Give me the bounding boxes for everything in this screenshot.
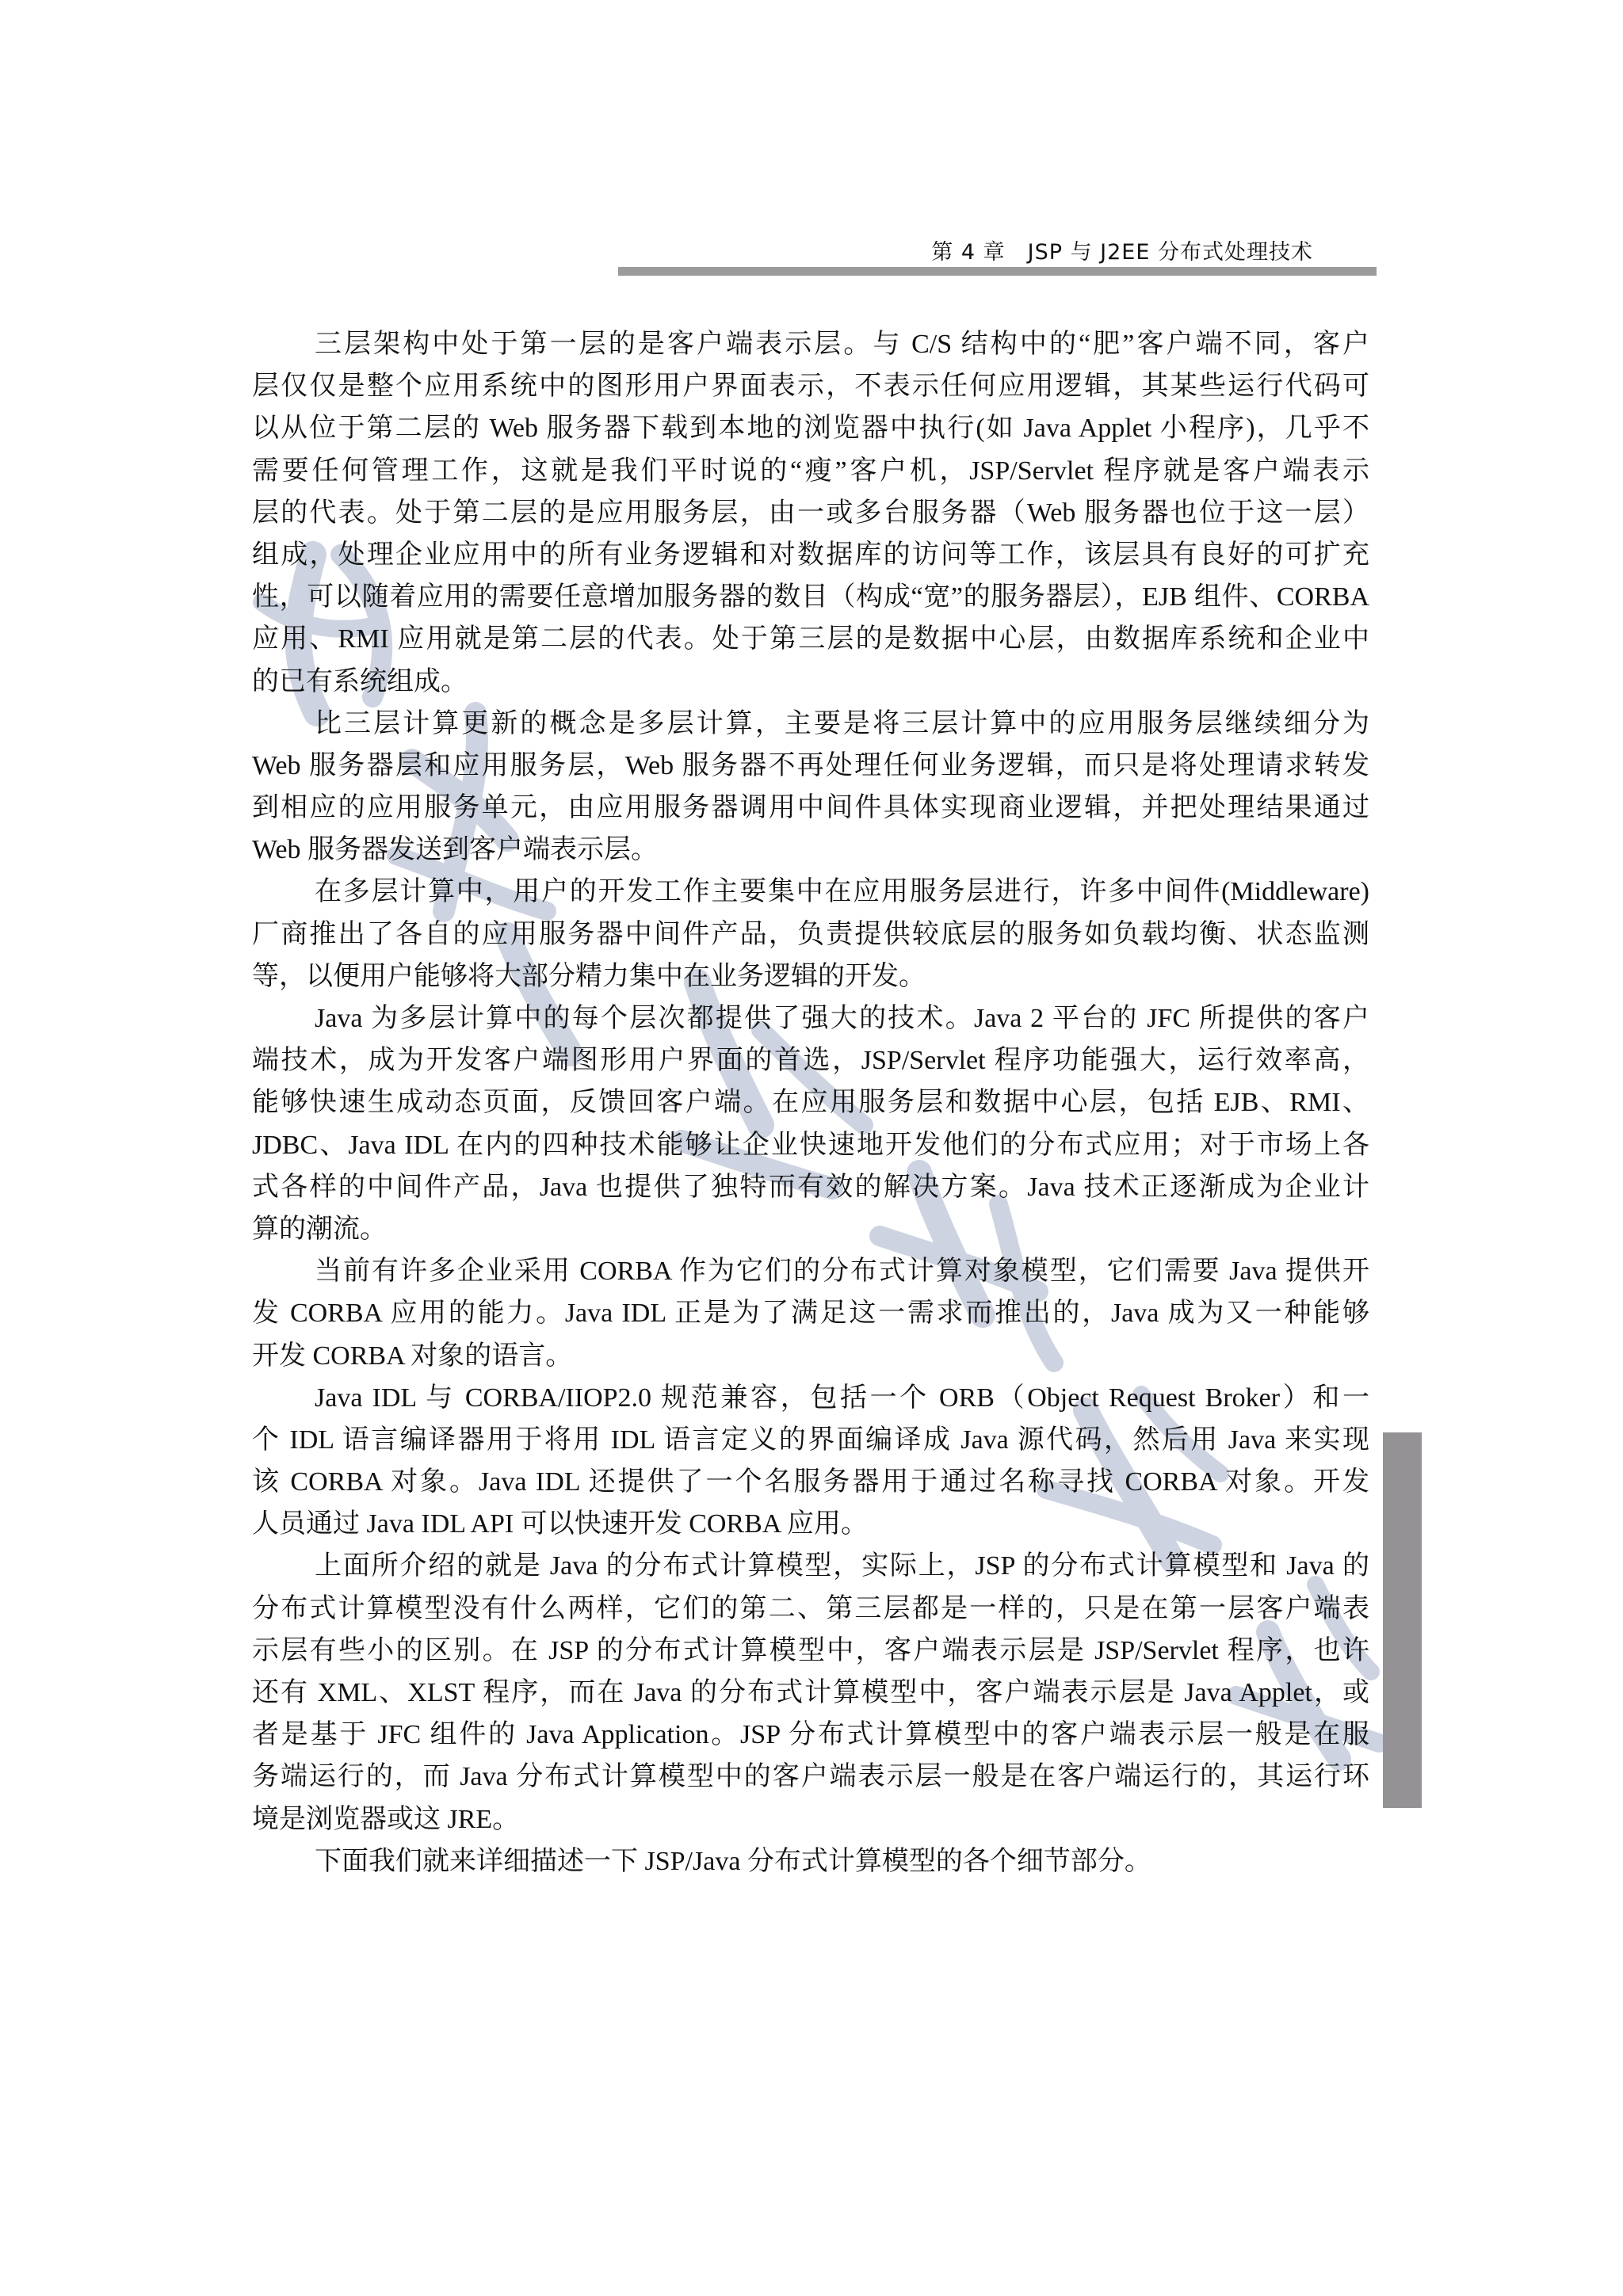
text-line: 个 IDL 语言编译器用于将用 IDL 语言定义的界面编译成 Java 源代码，然后用 Java 来实现 [252,1425,1369,1455]
text-line: 开发 CORBA 对象的语言。 [252,1341,573,1371]
chapter-title: 第 4 章 JSP 与 J2EE 分布式处理技术 [931,240,1313,265]
text-line: 的已有系统组成。 [252,666,468,696]
text-line: 下面我们就来详细描述一下 JSP/Java 分布式计算模型的各个细节部分。 [315,1846,1151,1876]
paragraph [252,1377,1369,1546]
text-line: 式各样的中间件产品，Java 也提供了独特而有效的解决方案。Java 技术正逐渐成为企业计 [252,1172,1369,1202]
paragraph [252,323,1369,703]
text-line: 等，以便用户能够将大部分精力集中在业务逻辑的开发。 [252,961,926,991]
text-line: 三层架构中处于第一层的是客户端表示层。与 C/S 结构中的“肥”客户端不同，客户 [315,330,1369,359]
text-line: 组成，处理企业应用中的所有业务逻辑和对数据库的访问等工作，该层具有良好的可扩充 [252,540,1369,570]
text-line: 分布式计算模型没有什么两样，它们的第二、第三层都是一样的，只是在第一层客户端表 [252,1593,1369,1623]
text-line: 以从位于第二层的 Web 服务器下载到本地的浏览器中执行(如 Java Applet 小程序)，几乎不 [252,414,1369,444]
text-line: 人员通过 Java IDL API 可以快速开发 CORBA 应用。 [252,1509,868,1539]
text-line: 需要任何管理工作，这就是我们平时说的“瘦”客户机，JSP/Servlet 程序就是客户端表示 [252,456,1369,486]
text-line: Java 为多层计算中的每个层次都提供了强大的技术。Java 2 平台的 JFC 所提供的客户 [315,1004,1369,1033]
text-line: Web 服务器发送到客户端表示层。 [252,835,658,865]
paragraph [252,1545,1369,1840]
text-line: JDBC、Java IDL 在内的四种技术能够让企业快速地开发他们的分布式应用；对于市场上各 [252,1130,1369,1160]
text-line: 端技术，成为开发客户端图形用户界面的首选，JSP/Servlet 程序功能强大，运行效率高， [252,1046,1369,1076]
text-line: 务端运行的，而 Java 分布式计算模型中的客户端表示层一般是在客户端运行的，其运行环 [252,1762,1369,1792]
paragraph [252,871,1369,997]
running-header [618,230,1377,277]
text-line: 应用、RMI 应用就是第二层的代表。处于第三层的是数据中心层，由数据库系统和企业中 [252,624,1369,654]
chapter-thumb-tab [1383,1432,1422,1808]
text-line: Java IDL 与 CORBA/IIOP2.0 规范兼容，包括一个 ORB（Object Request Broker）和一 [315,1383,1369,1413]
text-line: 该 CORBA 对象。Java IDL 还提供了一个名服务器用于通过名称寻找 CORBA 对象。开发 [252,1467,1369,1497]
paragraph [252,997,1369,1250]
text-line: 比三层计算更新的概念是多层计算，主要是将三层计算中的应用服务层继续细分为 [315,708,1369,738]
paragraph [252,1250,1369,1377]
paragraph [252,703,1369,871]
text-line: Web 服务器层和应用服务层，Web 服务器不再处理任何业务逻辑，而只是将处理请求转发 [252,750,1369,780]
text-line: 性，可以随着应用的需要任意增加服务器的数目（构成“宽”的服务器层），EJB 组件、CORBA [252,582,1369,612]
text-line: 层的代表。处于第二层的是应用服务层，由一或多台服务器（Web 服务器也位于这一层） [252,498,1369,528]
text-line: 到相应的应用服务单元，由应用服务器调用中间件具体实现商业逻辑，并把处理结果通过 [252,793,1369,823]
text-line: 厂商推出了各自的应用服务器中间件产品，负责提供较底层的服务如负载均衡、状态监测 [252,919,1369,949]
text-line: 当前有许多企业采用 CORBA 作为它们的分布式计算对象模型，它们需要 Java 提供开 [315,1257,1369,1287]
text-line: 上面所介绍的就是 Java 的分布式计算模型，实际上，JSP 的分布式计算模型和 Java 的 [315,1551,1369,1581]
text-line: 层仅仅是整个应用系统中的图形用户界面表示，不表示任何应用逻辑，其某些运行代码可 [252,372,1369,402]
text-line: 境是浏览器或这 JRE。 [252,1804,520,1834]
text-line: 者是基于 JFC 组件的 Java Application。JSP 分布式计算模型中的客户端表示层一般是在服 [252,1720,1369,1750]
text-line: 发 CORBA 应用的能力。Java IDL 正是为了满足这一需求而推出的，Java 成为又一种能够 [252,1299,1369,1329]
header-rule [618,267,1377,276]
text-line: 能够快速生成动态页面，反馈回客户端。在应用服务层和数据中心层，包括 EJB、RMI、 [252,1088,1369,1118]
text-line: 还有 XML、XLST 程序，而在 Java 的分布式计算模型中，客户端表示层是 Java Applet，或 [252,1678,1369,1707]
text-line: 示层有些小的区别。在 JSP 的分布式计算模型中，客户端表示层是 JSP/Servlet 程序，也许 [252,1635,1369,1665]
paragraph [252,1840,1369,1882]
body-text [252,323,1369,1882]
text-line: 在多层计算中，用户的开发工作主要集中在应用服务层进行，许多中间件(Middleware) [315,877,1369,907]
text-line: 算的潮流。 [252,1214,387,1244]
